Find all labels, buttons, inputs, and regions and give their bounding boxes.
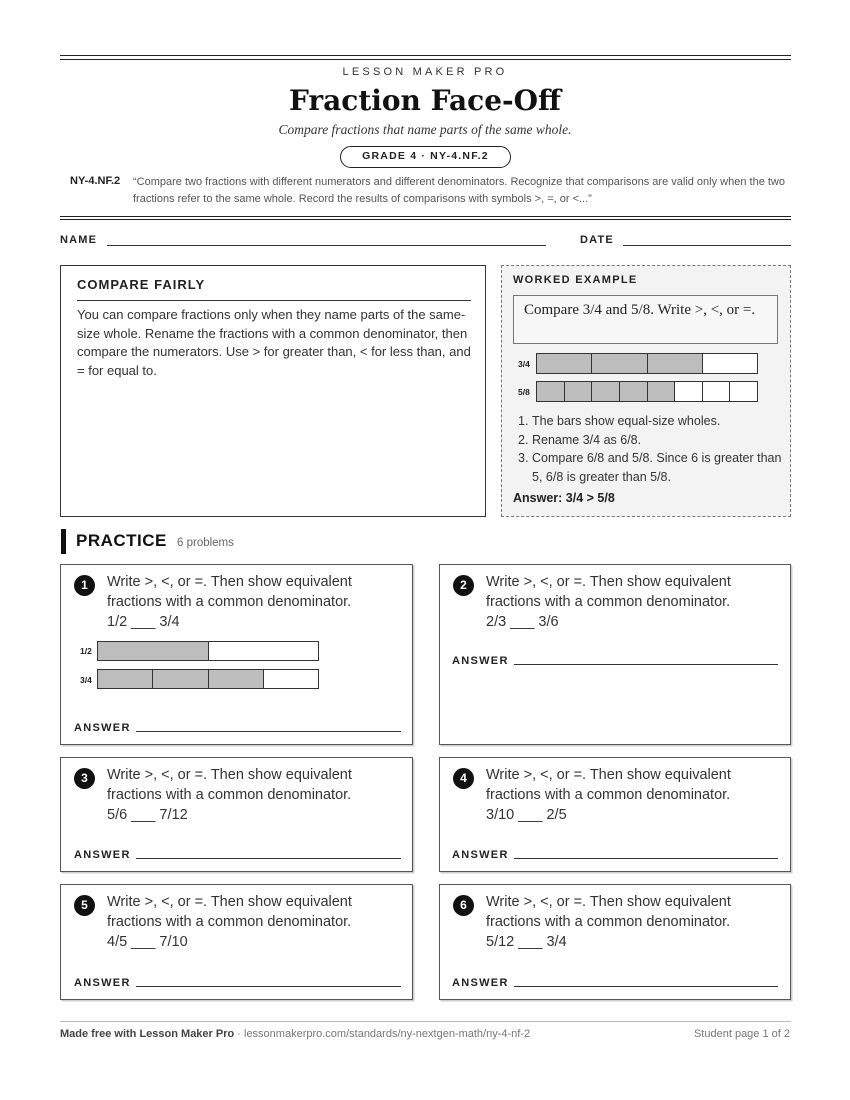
step-text: Rename 3/4 as 6/8. (532, 432, 642, 447)
step-text: Compare 6/8 and 5/8. Since 6 is greater than 5, 6/8 is greater than 5/8. (532, 451, 782, 484)
answer-field[interactable] (136, 986, 401, 987)
footer-credit (60, 1028, 530, 1040)
page-title: Fraction Face-Off (288, 84, 562, 117)
shaded-segment (565, 382, 593, 401)
grade-badge: GRADE 4 · NY-4.NF.2 (340, 146, 511, 168)
fraction-bar-label: 3/4 (80, 675, 92, 685)
fraction-bar-label: 5/8 (518, 387, 530, 397)
header-bottom-rule-thick (60, 219, 791, 220)
empty-segment (675, 382, 703, 401)
problem-card (60, 884, 413, 1000)
empty-segment (703, 382, 731, 401)
empty-segment (703, 354, 757, 373)
worked-example-panel (501, 265, 791, 517)
answer-label: ANSWER (452, 977, 509, 989)
answer-label: ANSWER (74, 722, 131, 734)
shaded-segment (592, 382, 620, 401)
step-number: 1. (518, 414, 529, 428)
shaded-segment (537, 354, 592, 373)
date-label: DATE (580, 234, 614, 246)
shaded-segment (592, 354, 647, 373)
step-text: The bars show equal-size wholes. (532, 414, 721, 428)
footer-page-number: Student page 1 of 2 (693, 1028, 790, 1040)
problem-card (60, 564, 413, 745)
step-number: 2. (518, 432, 529, 447)
empty-segment (264, 670, 318, 688)
shaded-segment (537, 382, 565, 401)
top-rule (60, 55, 791, 56)
problem-card (439, 564, 791, 745)
answer-field[interactable] (514, 664, 778, 665)
standard-code: NY-4.NF.2 (70, 175, 121, 187)
practice-count: 6 problems (177, 537, 234, 549)
problem-card (439, 884, 791, 1000)
answer-label: ANSWER (74, 849, 131, 861)
step-item (513, 412, 783, 431)
empty-segment (730, 382, 757, 401)
answer-label: ANSWER (452, 655, 509, 667)
page-subtitle: Compare fractions that name parts of the same whole. (278, 122, 572, 137)
top-rule-thin (60, 59, 791, 60)
answer-field[interactable] (136, 731, 401, 732)
compare-fairly-heading: COMPARE FAIRLY (77, 277, 471, 301)
practice-title: PRACTICE (76, 531, 167, 550)
footer-made-with: Made free with Lesson Maker Pro (60, 1028, 235, 1040)
problem-text: Write >, <, or =. Then show equivalent fractions with a common denominator. 3/10 ___ 2/5 (486, 767, 731, 823)
worked-example-prompt: Compare 3/4 and 5/8. Write >, <, or =. (513, 295, 778, 344)
answer-label: ANSWER (74, 977, 131, 989)
problem-text: Write >, <, or =. Then show equivalent fractions with a common denominator. 5/6 ___ 7/12 (107, 767, 352, 823)
compare-fairly-body: You can compare fractions only when they name parts of the same-size whole. Rename the fractions with a common denominator, then compare the numerators. Use > for greater than, < for less than, and = for equal to. (77, 307, 471, 378)
problem-number-badge: 4 (453, 768, 474, 789)
step-number: 3. (518, 451, 529, 465)
problem-text: Write >, <, or =. Then show equivalent fractions with a common denominator. 2/3 ___ 3/6 (486, 574, 731, 630)
compare-fairly-panel (60, 265, 486, 517)
problem-number-badge: 3 (74, 768, 95, 789)
fraction-bar-label: 3/4 (518, 359, 530, 369)
answer-field[interactable] (514, 986, 778, 987)
worked-example-answer: Answer: 3/4 > 5/8 (513, 491, 615, 505)
shaded-segment (620, 382, 648, 401)
problem-number-badge: 6 (453, 895, 474, 916)
worked-example-steps (513, 412, 783, 486)
name-label: NAME (60, 234, 98, 246)
problem-text: Write >, <, or =. Then show equivalent fractions with a common denominator. 1/2 ___ 3/4 (107, 574, 352, 630)
shaded-segment (98, 642, 209, 660)
problem-text: Write >, <, or =. Then show equivalent fractions with a common denominator. 4/5 ___ 7/10 (107, 894, 352, 950)
problem-text: Write >, <, or =. Then show equivalent fractions with a common denominator. 5/12 ___ 3/4 (486, 894, 731, 950)
shaded-segment (98, 670, 153, 688)
brand-label: LESSON MAKER PRO (342, 66, 508, 78)
fraction-bar (97, 641, 319, 661)
header-bottom-rule (60, 216, 791, 217)
shaded-segment (648, 382, 676, 401)
problem-number-badge: 5 (74, 895, 95, 916)
footer-rule (60, 1021, 791, 1022)
fraction-bar (536, 381, 758, 402)
footer-url[interactable]: · lessonmakerpro.com/standards/ny-nextgen-math/ny-4-nf-2 (234, 1028, 531, 1040)
problem-number-badge: 2 (453, 575, 474, 596)
answer-field[interactable] (136, 858, 401, 859)
practice-accent-bar (61, 529, 66, 554)
shaded-segment (648, 354, 703, 373)
step-item (513, 449, 783, 486)
step-item (513, 431, 783, 450)
problem-number-badge: 1 (74, 575, 95, 596)
name-field[interactable] (107, 245, 546, 246)
answer-label: ANSWER (452, 849, 509, 861)
worked-example-heading: WORKED EXAMPLE (513, 274, 638, 286)
fraction-bar (536, 353, 758, 374)
shaded-segment (153, 670, 208, 688)
problem-card (439, 757, 791, 872)
fraction-bar-label: 1/2 (80, 646, 92, 656)
answer-field[interactable] (514, 858, 778, 859)
problem-card (60, 757, 413, 872)
empty-segment (209, 642, 319, 660)
shaded-segment (209, 670, 264, 688)
date-field[interactable] (623, 245, 791, 246)
standard-text: “Compare two fractions with different numerators and different denominators. Recognize that comparisons are valid only when the two fractions refer to the same whole. Record the results of comparisons with symbols >, =, or <...” (133, 176, 785, 205)
fraction-bar (97, 669, 319, 689)
